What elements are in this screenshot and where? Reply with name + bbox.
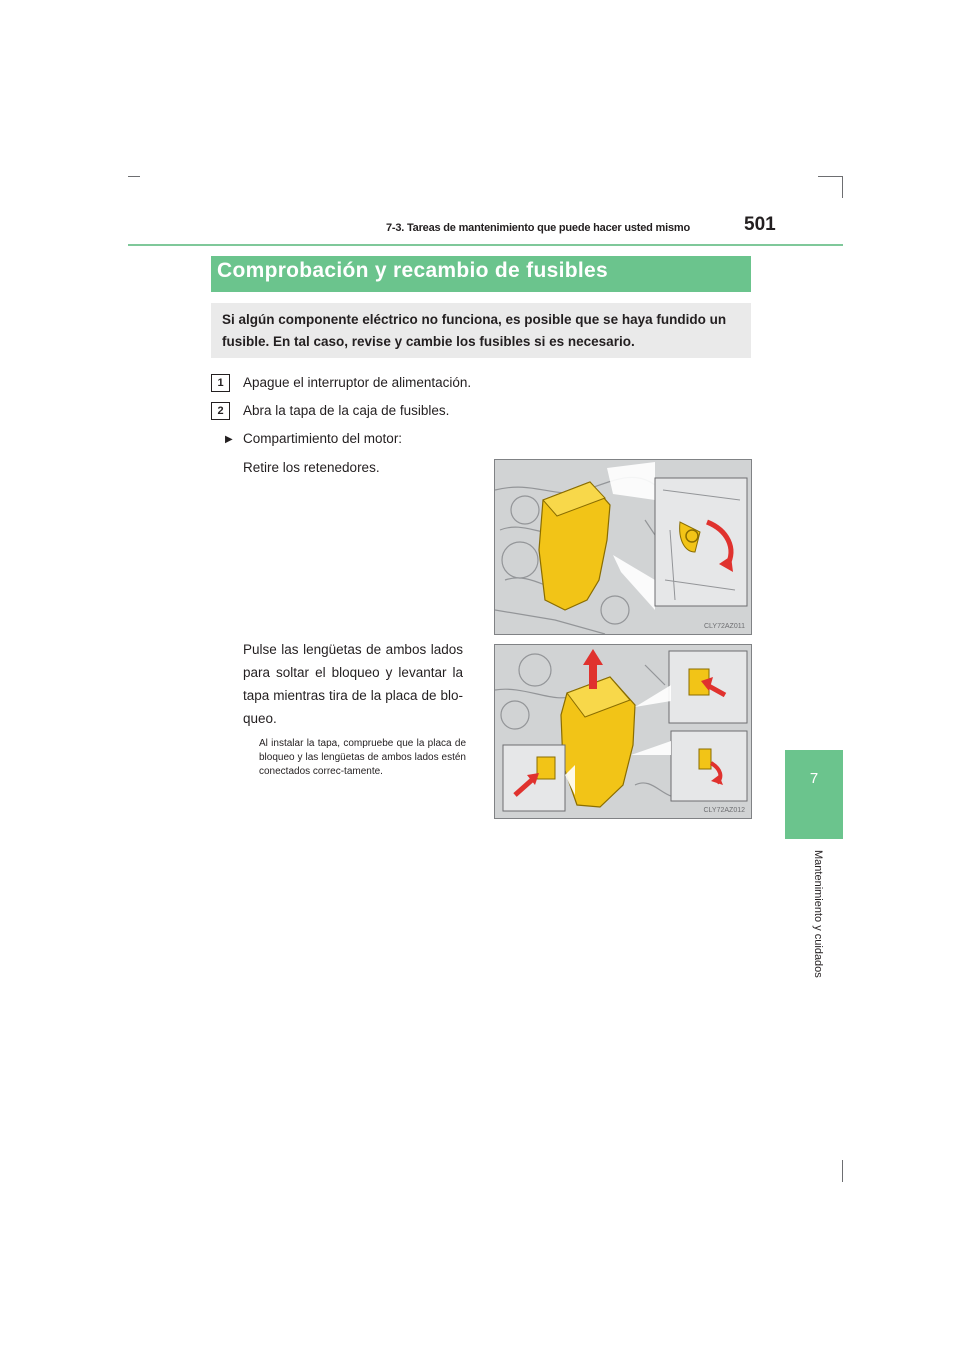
step-number-2: 2 xyxy=(211,402,230,420)
engine-compartment-illustration xyxy=(495,460,751,634)
step-1-text: Apague el interruptor de alimentación. xyxy=(243,375,472,390)
bullet-text: Compartimiento del motor: xyxy=(243,431,403,446)
fuse-box-lock-illustration xyxy=(495,645,751,818)
substep-release-lock: Pulse las lengüetas de ambos lados para soltar el bloqueo y levantar la tapa mientras tira de la placa de blo-queo. xyxy=(243,642,463,726)
figure-remove-retainers xyxy=(494,459,752,635)
crop-mark xyxy=(842,1160,843,1182)
crop-mark xyxy=(128,176,140,177)
figure-code: CLY72AZ011 xyxy=(704,623,745,630)
crop-mark xyxy=(818,176,843,177)
bullet-arrow-icon: ▶ xyxy=(225,434,233,445)
crop-mark xyxy=(842,176,843,198)
step-number-1: 1 xyxy=(211,374,230,392)
header-rule xyxy=(128,244,843,246)
header-chapter-title: 7-3. Tareas de mantenimiento que puede hacer usted mismo xyxy=(385,222,690,234)
chapter-tab-number: 7 xyxy=(809,770,819,787)
figure-release-lock xyxy=(494,644,752,819)
substep-remove-retainers: Retire los retenedores. xyxy=(243,460,380,475)
intro-text: Si algún componente eléctrico no funciona, es posible que se haya fundido un fusible. En tal caso, revise y cambie los fusibles si es necesario. xyxy=(222,312,727,349)
section-title: Comprobación y recambio de fusibles xyxy=(217,259,608,282)
figure-code: CLY72AZ012 xyxy=(703,807,745,814)
chapter-tab xyxy=(785,750,843,839)
chapter-tab-label: Mantenimiento y cuidados xyxy=(812,850,824,978)
installation-note: Al instalar la tapa, compruebe que la placa de bloqueo y las lengüetas de ambos lados estén conectados correc-tamente. xyxy=(259,738,466,777)
page-number: 501 xyxy=(744,214,776,235)
step-2-text: Abra la tapa de la caja de fusibles. xyxy=(243,403,450,418)
